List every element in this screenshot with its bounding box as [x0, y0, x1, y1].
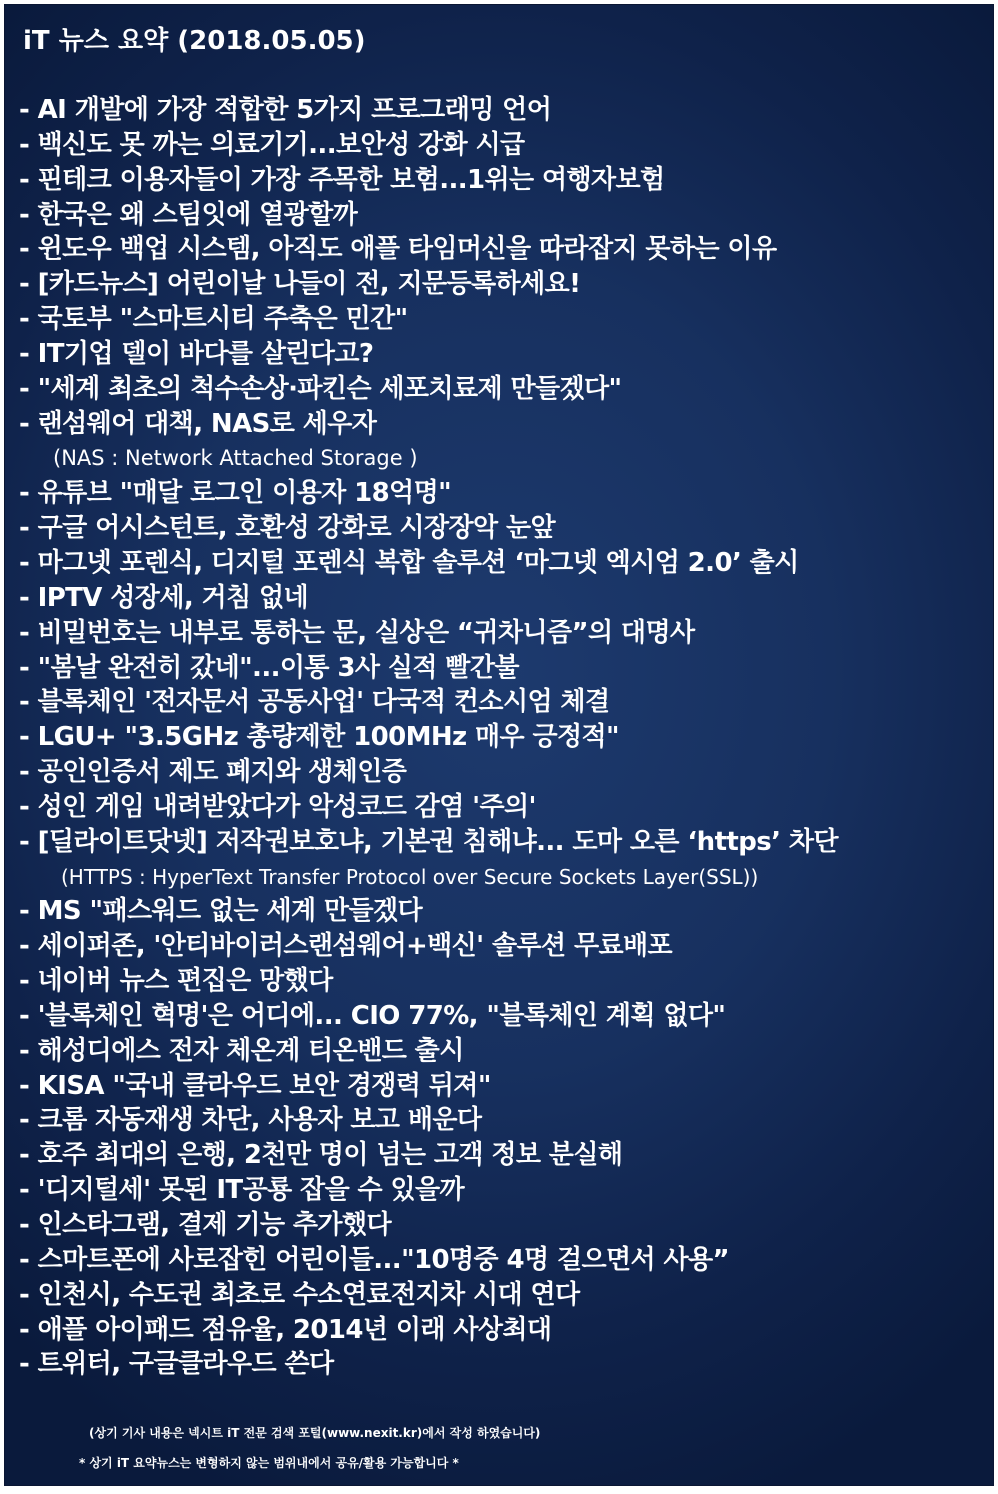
news-item: - 세이퍼존, '안티바이러스랜섬웨어+백신' 솔루션 무료배포: [19, 931, 673, 962]
news-item: - [딜라이트닷넷] 저작권보호냐, 기본권 침해냐... 도마 오른 ‘https’ 차단: [19, 826, 838, 857]
news-item: - 랜섬웨어 대책, NAS로 세우자: [19, 408, 377, 439]
news-item: - 윈도우 백업 시스템, 아직도 애플 타임머신을 따라잡지 못하는 이유: [19, 234, 777, 265]
news-item: - 블록체인 '전자문서 공동사업' 다국적 컨소시엄 체결: [19, 687, 610, 718]
news-item: - 호주 최대의 은행, 2천만 명이 넘는 고객 정보 분실해: [19, 1140, 623, 1171]
news-item: - 공인인증서 제도 폐지와 생체인증: [19, 757, 407, 788]
news-item: - 한국은 왜 스팀잇에 열광할까: [19, 199, 358, 230]
page-title: iT 뉴스 요약 (2018.05.05): [23, 26, 366, 56]
news-item: - '디지털세' 못된 IT공룡 잡을 수 있을까: [19, 1175, 465, 1206]
footer-share-note: * 상기 iT 요약뉴스는 변형하지 않는 범위내에서 공유/활용 가능합니다 *: [79, 1456, 459, 1470]
news-item: - IPTV 성장세, 거침 없네: [19, 582, 309, 613]
news-item: - 국토부 "스마트시티 주축은 민간": [19, 304, 408, 335]
news-item: - LGU+ "3.5GHz 총량제한 100MHz 매우 긍정적": [19, 722, 619, 753]
news-item: - 스마트폰에 사로잡힌 어린이들..."10명중 4명 걸으면서 사용”: [19, 1244, 729, 1275]
news-item: - "세계 최초의 척수손상·파킨슨 세포치료제 만들겠다": [19, 373, 622, 404]
news-item: - 구글 어시스턴트, 호환성 강화로 시장장악 눈앞: [19, 513, 555, 544]
news-item: - 네이버 뉴스 편집은 망했다: [19, 966, 333, 997]
footer-source-note: (상기 기사 내용은 넥시트 iT 전문 검색 포털(www.nexit.kr)에서 작성 하였습니다): [89, 1426, 541, 1440]
footer: [5, 1418, 994, 1478]
news-item: - 인천시, 수도권 최초로 수소연료전지차 시대 연다: [19, 1279, 580, 1310]
news-item: - "봄날 완전히 갔네"...이통 3사 실적 빨간불: [19, 652, 519, 683]
news-item: - '블록체인 혁명'은 어디에... CIO 77%, "블록체인 계획 없다": [19, 1000, 726, 1031]
news-item: - 크롬 자동재생 차단, 사용자 보고 배운다: [19, 1105, 482, 1136]
news-item: - 유튜브 "매달 로그인 이용자 18억명": [19, 478, 452, 509]
news-item: - IT기업 델이 바다를 살린다고?: [19, 338, 374, 369]
news-item-note: (NAS : Network Attached Storage ): [53, 446, 418, 471]
news-item: - 인스타그램, 결제 기능 추가했다: [19, 1210, 391, 1240]
news-item: - KISA "국내 클라우드 보안 경쟁력 뒤져": [19, 1070, 491, 1101]
news-item: - 성인 게임 내려받았다가 악성코드 감염 '주의': [19, 791, 536, 822]
news-item: - 애플 아이패드 점유율, 2014년 이래 사상최대: [19, 1314, 552, 1345]
news-list: [19, 93, 985, 1382]
news-item-note: (HTTPS : HyperText Transfer Protocol over Secure Sockets Layer(SSL)): [61, 864, 759, 889]
news-item: - 해성디에스 전자 체온계 티온밴드 출시: [19, 1035, 464, 1066]
news-item: - 백신도 못 까는 의료기기...보안성 강화 시급: [19, 129, 525, 160]
news-item: - 비밀번호는 내부로 통하는 문, 실상은 “귀차니즘”의 대명사: [19, 617, 695, 648]
news-summary-card: [4, 4, 994, 1486]
news-item: - 마그넷 포렌식, 디지털 포렌식 복합 솔루션 ‘마그넷 엑시엄 2.0’ 출시: [19, 547, 799, 578]
news-item: - [카드뉴스] 어린이날 나들이 전, 지문등록하세요!: [19, 269, 581, 300]
news-item: - MS "패스워드 없는 세계 만들겠다: [19, 896, 422, 927]
news-item: - AI 개발에 가장 적합한 5가지 프로그래밍 언어: [19, 95, 552, 125]
news-item: - 핀테크 이용자들이 가장 주목한 보험...1위는 여행자보험: [19, 164, 665, 195]
news-item: - 트위터, 구글클라우드 쓴다: [19, 1349, 334, 1380]
